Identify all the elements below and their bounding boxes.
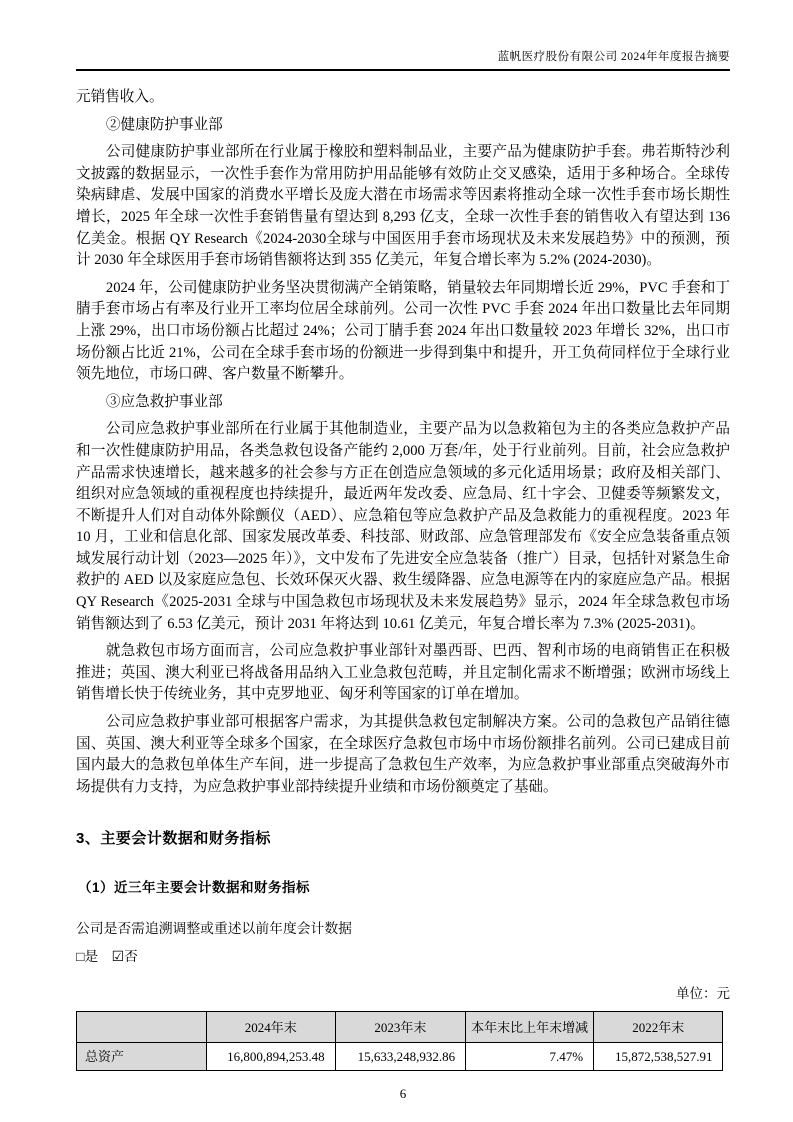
report-header-title: 蓝帆医疗股份有限公司 2024年年度报告摘要 bbox=[497, 51, 730, 63]
financial-indicators-table bbox=[76, 1011, 723, 1071]
continuation-text: 元销售收入。 bbox=[76, 89, 164, 105]
health-division-paragraph-2: 2024 年，公司健康防护业务坚决贯彻满产全销策略，销量较去年同期增长近 29%，PVC 手套和丁腈手套市场占有率及行业开工率均位居全球前列。公司一次性 PVC 手套 2024 年出口数量比去年同期上涨 29%，出口市场份额占比超过 24%；公司丁腈手套 2024 年出口数量较 2023 年增长 32%，出口市场份额占比近 21%，公司在全球手套市场的份额进一步得到集中和提升，开工负荷同样位于全球行业领先地位，市场口碑、客户数量不断攀升。 bbox=[76, 279, 730, 383]
table-cell-total-assets-label: 总资产 bbox=[77, 1043, 207, 1071]
document-body bbox=[76, 87, 730, 1071]
health-division-paragraph-1: 公司健康防护事业部所在行业属于橡胶和塑料制品业，主要产品为健康防护手套。弗若斯特沙利文披露的数据显示，一次性手套作为常用防护用品能够有效防止交叉感染，适用于多种场合。全球传染病肆虐、发展中国家的消费水平增长及庞大潜在市场需求等因素将推动全球一次性手套市场长期性增长，2025 年全球一次性手套销售量有望达到 8,293 亿支，全球一次性手套的销售收入有望达到 136 亿美金。根据 QY Research《2024-2030全球与中国医用手套市场现状及未来发展趋势》中的预测，预计 2030 年全球医用手套市场销售额将达到 355 亿美元，年复合增长率为 5.2% (2024-2030)。 bbox=[76, 144, 730, 269]
emergency-division-heading: ③应急救护事业部 bbox=[105, 393, 223, 410]
table-header-2023-year-end: 2023年末 bbox=[335, 1012, 466, 1043]
page-number: 6 bbox=[399, 1086, 407, 1102]
table-cell-total-assets-2023: 15,633,248,932.86 bbox=[335, 1043, 466, 1071]
table-header-yoy-change: 本年末比上年末增减 bbox=[466, 1012, 594, 1043]
table-row-total-assets bbox=[77, 1043, 723, 1071]
restatement-options bbox=[76, 946, 730, 968]
table-cell-total-assets-2024: 16,800,894,253.48 bbox=[206, 1043, 335, 1071]
checkbox-yes-unchecked: □是 bbox=[76, 949, 99, 965]
emergency-division-paragraph-3: 公司应急救护事业部可根据客户需求，为其提供急救包定制解决方案。公司的急救包产品销往德国、英国、澳大利亚等全球多个国家，在全球医疗急救包市场中市场份额排名前列。公司已建成目前国内最大的急救包单体生产车间，进一步提高了急救包生产效率，为应急救护事业部重点突破海外市场提供有力支持，为应急救护事业部持续提升业绩和市场份额奠定了基础。 bbox=[76, 714, 730, 795]
emergency-division-paragraph-2: 就急救包市场方面而言，公司应急救护事业部针对墨西哥、巴西、智利市场的电商销售正在积极推进；英国、澳大利亚已将战备用品纳入工业急救包范畴，并且定制化需求不断增强；欧洲市场线上销售增长快于传统业务，其中克罗地亚、匈牙利等国家的订单在增加。 bbox=[76, 643, 730, 703]
checkbox-no-checked: ☑否 bbox=[111, 949, 138, 965]
health-division-heading: ②健康防护事业部 bbox=[105, 116, 223, 133]
table-header-2024-year-end: 2024年末 bbox=[206, 1012, 335, 1043]
restatement-question: 公司是否需追溯调整或重述以前年度会计数据 bbox=[76, 920, 352, 936]
subsection-heading-three-year-data: （1）近三年主要会计数据和财务指标 bbox=[78, 880, 311, 895]
table-header-row bbox=[77, 1012, 723, 1043]
section-heading-financial-data: 3、主要会计数据和财务指标 bbox=[76, 830, 271, 848]
table-header-empty bbox=[77, 1012, 207, 1043]
table-header-2022-year-end: 2022年末 bbox=[594, 1012, 723, 1043]
emergency-division-paragraph-1: 公司应急救护事业部所在行业属于其他制造业，主要产品为以急救箱包为主的各类应急救护产品和一次性健康防护用品，各类急救包设备产能约 2,000 万套/年，处于行业前列。目前，社会应急救护产品需求快速增长，越来越多的社会参与方正在创造应急领域的多元化适用场景；政府及相关部门、组织对应急领域的重视程度也持续提升，最近两年发改委、应急局、红十字会、卫健委等频繁发文，不断提升人们对自动体外除颤仪（AED）、应急箱包等应急救护产品及急救能力的重视程度。2023 年 10 月，工业和信息化部、国家发展改革委、科技部、财政部、应急管理部发布《安全应急装备重点领域发展行动计划（2023—2025 年）》，文中发布了先进安全应急装备（推广）目录，包括针对紧急生命救护的 AED 以及家庭应急包、长效环保灭火器、救生缓降器、应急电源等在内的家庭应急产品。根据 QY Research《2025-2031 全球与中国急救包市场现状及未来发展趋势》显示，2024 年全球急救包市场销售额达到了 6.53 亿美元，预计 2031 年将达到 10.61 亿美元，年复合增长率为 7.3% (2025-2031)。 bbox=[76, 421, 730, 632]
unit-label: 单位：元 bbox=[676, 985, 730, 1001]
table-cell-total-assets-change: 7.47% bbox=[466, 1043, 594, 1071]
table-cell-total-assets-2022: 15,872,538,527.91 bbox=[594, 1043, 723, 1071]
header-rule bbox=[76, 69, 730, 71]
